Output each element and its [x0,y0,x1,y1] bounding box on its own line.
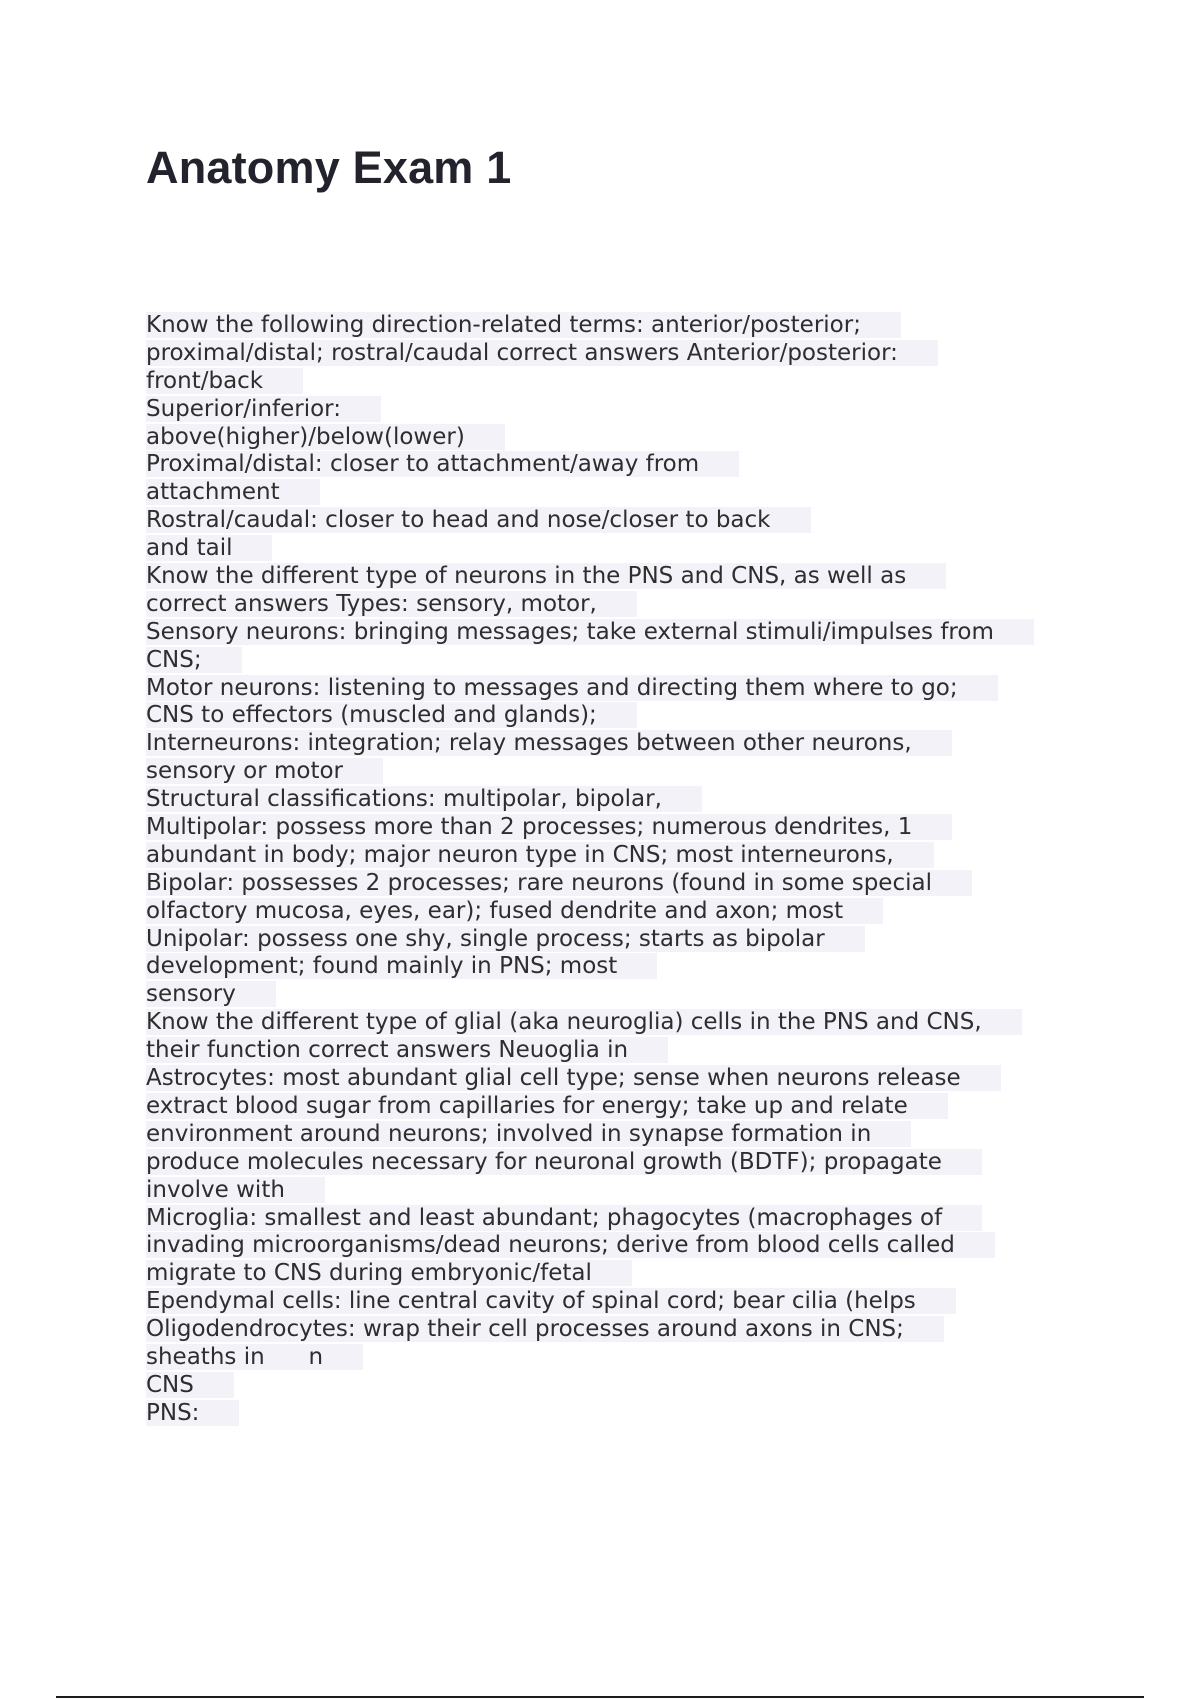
text-line: Structural classifications: multipolar, bipolar, [146,786,1076,814]
text-line: invading microorganisms/dead neurons; derive from blood cells called [146,1232,1076,1260]
document-body [146,312,1076,1428]
text-line: Astrocytes: most abundant glial cell type; sense when neurons release [146,1065,1076,1093]
text-line: Ependymal cells: line central cavity of spinal cord; bear cilia (helps [146,1288,1076,1316]
text-line: Motor neurons: listening to messages and directing them where to go; [146,675,1076,703]
text-line: their function correct answers Neuoglia in [146,1037,1076,1065]
text-line: Proximal/distal: closer to attachment/away from [146,451,1076,479]
text-line: Superior/inferior: [146,396,1076,424]
text-line: proximal/distal; rostral/caudal correct answers Anterior/posterior: [146,340,1076,368]
text-line: Bipolar: possesses 2 processes; rare neurons (found in some special [146,870,1076,898]
text-line: attachment [146,479,1076,507]
text-line: CNS [146,1372,1076,1400]
text-line: Know the different type of glial (aka neuroglia) cells in the PNS and CNS, [146,1009,1076,1037]
text-line: correct answers Types: sensory, motor, [146,591,1076,619]
text-line: Interneurons: integration; relay messages between other neurons, [146,730,1076,758]
text-line: environment around neurons; involved in synapse formation in [146,1121,1076,1149]
text-line: Microglia: smallest and least abundant; phagocytes (macrophages of [146,1205,1076,1233]
text-line: produce molecules necessary for neuronal growth (BDTF); propagate [146,1149,1076,1177]
text-line: CNS; [146,647,1076,675]
text-line: sensory [146,981,1076,1009]
text-line: front/back [146,368,1076,396]
text-line: Know the following direction-related terms: anterior/posterior; [146,312,1076,340]
text-line: olfactory mucosa, eyes, ear); fused dendrite and axon; most [146,898,1076,926]
text-line: Rostral/caudal: closer to head and nose/closer to back [146,507,1076,535]
text-line: Oligodendrocytes: wrap their cell processes around axons in CNS; [146,1316,1076,1344]
text-line: CNS to effectors (muscled and glands); [146,702,1076,730]
text-line: Unipolar: possess one shy, single process; starts as bipolar [146,926,1076,954]
page-title: Anatomy Exam 1 [146,142,512,193]
text-line: sheaths in n [146,1344,1076,1372]
text-line: sensory or motor [146,758,1076,786]
text-line: Multipolar: possess more than 2 processes; numerous dendrites, 1 [146,814,1076,842]
text-line: abundant in body; major neuron type in CNS; most interneurons, [146,842,1076,870]
text-line: and tail [146,535,1076,563]
text-line: above(higher)/below(lower) [146,424,1076,452]
text-line: Sensory neurons: bringing messages; take external stimuli/impulses from [146,619,1076,647]
text-line: migrate to CNS during embryonic/fetal [146,1260,1076,1288]
text-line: PNS: [146,1400,1076,1428]
text-line: extract blood sugar from capillaries for energy; take up and relate [146,1093,1076,1121]
text-line: involve with [146,1177,1076,1205]
text-line: development; found mainly in PNS; most [146,953,1076,981]
text-line: Know the different type of neurons in the PNS and CNS, as well as [146,563,1076,591]
footer-divider [56,1696,1144,1698]
